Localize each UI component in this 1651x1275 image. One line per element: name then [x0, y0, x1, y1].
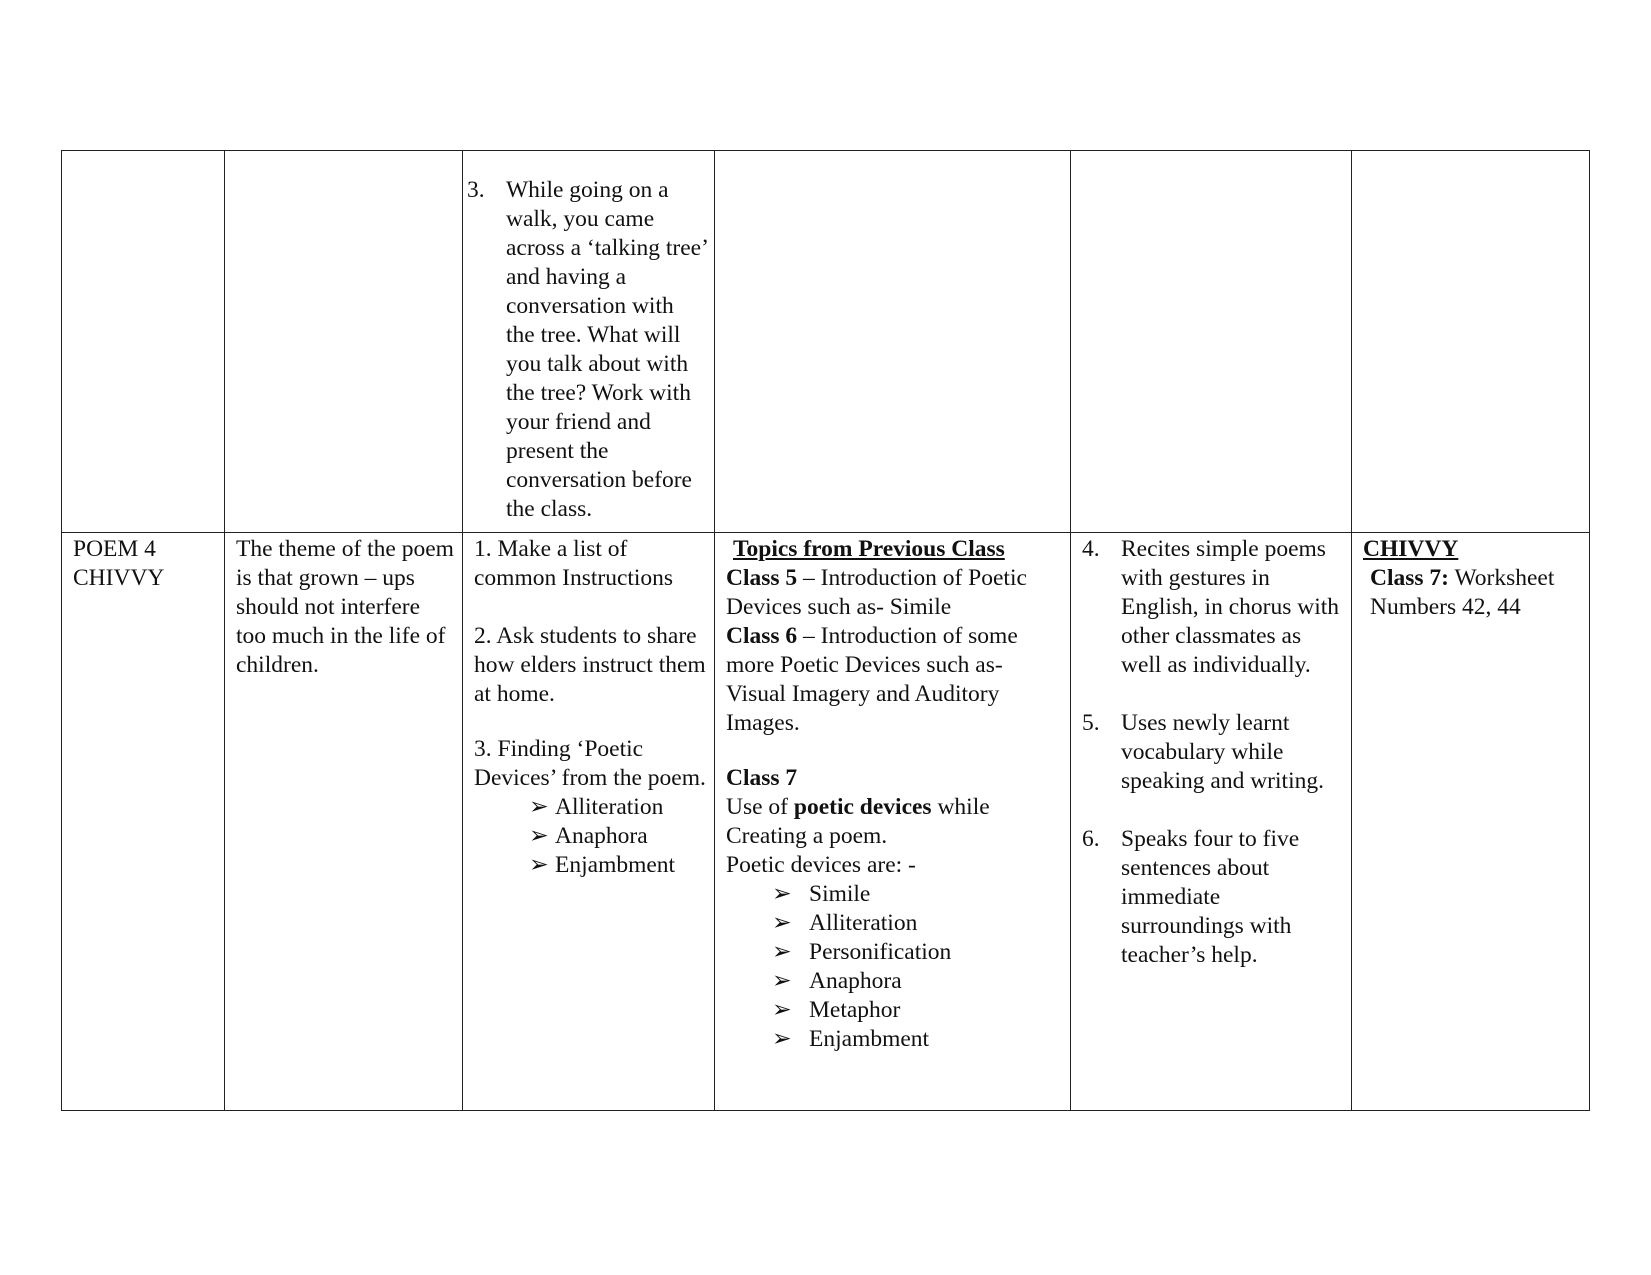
arrow-bullet-icon: ➢ — [529, 823, 549, 849]
activity-item-1: 1. Make a list of common Instructions — [474, 536, 674, 591]
outcome-text: Uses newly learnt vocabulary while speaking and writing. — [1121, 710, 1324, 794]
outcome-item — [1082, 535, 1343, 680]
outcome-number: 4. — [1082, 536, 1100, 562]
class5-text: – Introduction of Poetic Devices such as- Simile — [726, 565, 1027, 620]
activity-item-2: 2. Ask students to share how elders instruct them at home. — [474, 623, 706, 707]
outcome-item — [1082, 709, 1343, 796]
class6-line — [726, 622, 1062, 738]
integration-cell — [715, 533, 1071, 1111]
activity-text: While going on a walk, you came across a ‘talking tree’ and having a conversation with the tree. What will you talk about with the tree? Work with your friend and present the conversation before the class. — [506, 177, 708, 522]
outcomes-cell-empty — [1071, 151, 1352, 533]
arrow-bullet-icon: ➢ — [772, 939, 792, 965]
list-item — [726, 996, 1062, 1025]
class7-use-line — [726, 793, 1062, 851]
worksheet-title: CHIVVY — [1363, 536, 1459, 562]
use-prefix: Use of — [726, 794, 794, 820]
class6-label: Class 6 — [726, 623, 798, 649]
class5-label: Class 5 — [726, 565, 798, 591]
table-row — [62, 533, 1590, 1111]
worksheet-text: Worksheet Numbers 42, 44 — [1370, 565, 1555, 620]
arrow-bullet-icon: ➢ — [772, 1026, 792, 1052]
device-label: Enjambment — [555, 852, 676, 878]
chapter-number: POEM 4 — [73, 536, 156, 562]
class7-label: Class 7 — [726, 765, 798, 791]
list-item — [474, 793, 706, 822]
theme-text: The theme of the poem is that grown – ups should not interfere too much in the life of children. — [236, 536, 454, 678]
outcome-item — [1082, 825, 1343, 970]
lesson-plan-table — [61, 150, 1590, 1111]
device-label: Simile — [809, 881, 871, 907]
arrow-bullet-icon: ➢ — [772, 997, 792, 1023]
arrow-bullet-icon: ➢ — [772, 968, 792, 994]
activity-cell — [463, 151, 715, 533]
arrow-bullet-icon: ➢ — [529, 794, 549, 820]
outcome-text: Recites simple poems with gestures in English, in chorus with other classmates as well as individually. — [1121, 536, 1340, 678]
activity-device-list — [474, 793, 706, 880]
list-item — [726, 967, 1062, 996]
arrow-bullet-icon: ➢ — [772, 881, 792, 907]
device-label: Alliteration — [555, 794, 664, 820]
activities-cell — [463, 533, 715, 1111]
worksheet-cell — [1352, 533, 1590, 1111]
device-label: Alliteration — [809, 910, 918, 936]
chapter-cell-empty — [62, 151, 225, 533]
class6-text: – Introduction of some more Poetic Devices such as- Visual Imagery and Auditory Images. — [726, 623, 1018, 736]
arrow-bullet-icon: ➢ — [772, 910, 792, 936]
worksheet-class-label: Class 7: — [1370, 565, 1449, 591]
use-suffix: while Creating a poem. — [726, 794, 990, 849]
list-item — [726, 1025, 1062, 1054]
device-label: Metaphor — [809, 997, 901, 1023]
devices-intro: Poetic devices are: - — [726, 852, 916, 878]
poetic-device-list — [726, 880, 1062, 1054]
class5-line — [726, 564, 1062, 622]
chapter-title: CHIVVY — [73, 565, 165, 591]
device-label: Anaphora — [555, 823, 648, 849]
worksheet-cell-empty — [1352, 151, 1590, 533]
outcome-number: 6. — [1082, 826, 1100, 852]
arrow-bullet-icon: ➢ — [529, 852, 549, 878]
device-label: Personification — [809, 939, 952, 965]
list-item — [474, 851, 706, 880]
list-item — [726, 938, 1062, 967]
chapter-cell — [62, 533, 225, 1111]
activity-item-3: 3. Finding ‘Poetic Devices’ from the poem. — [474, 736, 706, 791]
outcomes-cell — [1071, 533, 1352, 1111]
list-item — [726, 880, 1062, 909]
outcome-number: 5. — [1082, 710, 1100, 736]
device-label: Anaphora — [809, 968, 902, 994]
device-label: Enjambment — [809, 1026, 930, 1052]
use-bold: poetic devices — [793, 794, 932, 820]
list-item — [474, 822, 706, 851]
integration-heading: Topics from Previous Class — [733, 536, 1005, 562]
activity-number: 3. — [467, 177, 485, 203]
table-row — [62, 151, 1590, 533]
outcome-text: Speaks four to five sentences about immediate surroundings with teacher’s help. — [1121, 826, 1300, 968]
theme-cell — [225, 533, 463, 1111]
activity-item-3 — [467, 176, 708, 524]
theme-cell-empty — [225, 151, 463, 533]
list-item — [726, 909, 1062, 938]
integration-cell-empty — [715, 151, 1071, 533]
worksheet-line — [1363, 564, 1581, 622]
